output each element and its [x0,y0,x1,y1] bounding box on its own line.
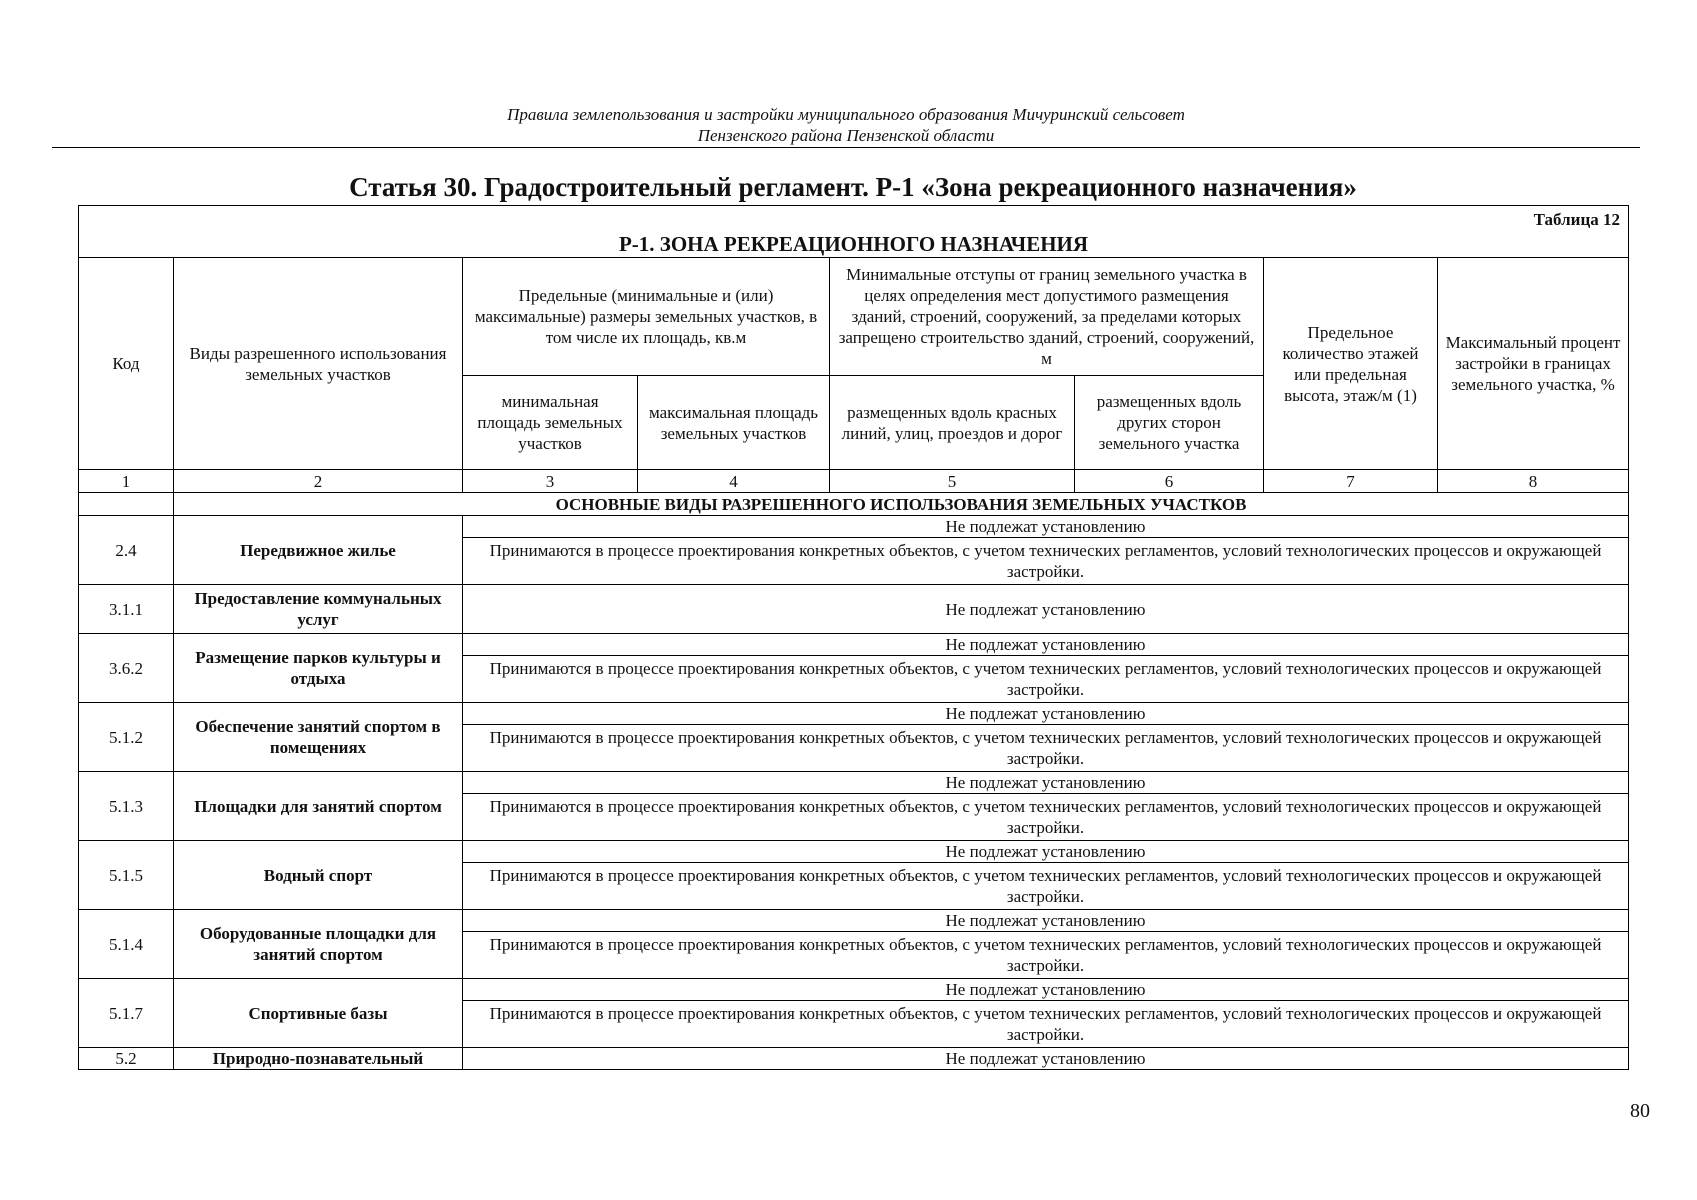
col-header-max-area: максимальная площадь земельных участков [638,376,830,470]
table-caption [79,206,1629,258]
table-row [79,1048,1629,1070]
header-divider [52,147,1640,148]
row-params-line1: Не подлежат установлению [463,1048,1629,1070]
row-use-name: Оборудованные площадки для занятий спортом [174,910,463,979]
row-code: 5.1.3 [79,772,174,841]
table-row [79,979,1629,1001]
row-use-name: Площадки для занятий спортом [174,772,463,841]
row-params-line1: Не подлежат установлению [463,841,1629,863]
article-title: Статья 30. Градостроительный регламент. Р-1 «Зона рекреационного назначения» [349,172,1357,202]
column-number: 8 [1438,470,1629,493]
table-row [79,910,1629,932]
col-header-setback-other: размещенных вдоль других сторон земельного участка [1075,376,1264,470]
row-use-name: Природно-познавательный [174,1048,463,1070]
column-number-row [79,470,1629,493]
row-use-name: Передвижное жилье [174,516,463,585]
section-row [79,493,1629,516]
row-params-line1: Не подлежат установлению [463,772,1629,794]
row-params-line2: Принимаются в процессе проектирования конкретных объектов, с учетом технических регламентов, условий технологических процессов и окружающей застройки. [463,863,1629,910]
column-number: 5 [830,470,1075,493]
col-header-size-group: Предельные (минимальные и (или) максимальные) размеры земельных участков, в том числе их площадь, кв.м [463,258,830,376]
row-code: 3.1.1 [79,585,174,634]
row-code: 5.1.2 [79,703,174,772]
table-number: Таблица 12 [1533,210,1620,229]
col-header-use: Виды разрешенного использования земельных участков [174,258,463,470]
table-row [79,703,1629,725]
col-header-min-area: минимальная площадь земельных участков [463,376,638,470]
col-header-floors: Предельное количество этажей или предельная высота, этаж/м (1) [1264,258,1438,470]
row-params-line1: Не подлежат установлению [463,910,1629,932]
col-header-coverage: Максимальный процент застройки в границах земельного участка, % [1438,258,1629,470]
table-row [79,516,1629,538]
row-code: 5.1.5 [79,841,174,910]
row-params-line2: Принимаются в процессе проектирования конкретных объектов, с учетом технических регламентов, условий технологических процессов и окружающей застройки. [463,725,1629,772]
section-title: ОСНОВНЫЕ ВИДЫ РАЗРЕШЕННОГО ИСПОЛЬЗОВАНИЯ ЗЕМЕЛЬНЫХ УЧАСТКОВ [174,493,1629,516]
header-line-1: Правила землепользования и застройки муниципального образования Мичуринский сельсовет [507,105,1185,124]
column-number: 4 [638,470,830,493]
regulation-table [78,205,1629,1070]
row-code: 3.6.2 [79,634,174,703]
page-number: 80 [1630,1100,1650,1122]
row-params-line1: Не подлежат установлению [463,979,1629,1001]
col-header-setback-red: размещенных вдоль красных линий, улиц, проездов и дорог [830,376,1075,470]
column-number: 1 [79,470,174,493]
row-code: 5.1.7 [79,979,174,1048]
row-use-name: Предоставление коммунальных услуг [174,585,463,634]
row-code: 2.4 [79,516,174,585]
column-number: 2 [174,470,463,493]
row-use-name: Размещение парков культуры и отдыха [174,634,463,703]
row-params-line2: Принимаются в процессе проектирования конкретных объектов, с учетом технических регламентов, условий технологических процессов и окружающей застройки. [463,656,1629,703]
column-number: 3 [463,470,638,493]
row-params-line2: Принимаются в процессе проектирования конкретных объектов, с учетом технических регламентов, условий технологических процессов и окружающей застройки. [463,932,1629,979]
row-code: 5.2 [79,1048,174,1070]
table-row [79,634,1629,656]
header-line-2: Пензенского района Пензенской области [697,126,995,145]
row-params-line1: Не подлежат установлению [463,585,1629,634]
row-use-name: Спортивные базы [174,979,463,1048]
table-row [79,772,1629,794]
row-params-line2: Принимаются в процессе проектирования конкретных объектов, с учетом технических регламентов, условий технологических процессов и окружающей застройки. [463,1001,1629,1048]
row-params-line1: Не подлежат установлению [463,634,1629,656]
row-code: 5.1.4 [79,910,174,979]
table-row [79,841,1629,863]
row-use-name: Обеспечение занятий спортом в помещениях [174,703,463,772]
row-params-line2: Принимаются в процессе проектирования конкретных объектов, с учетом технических регламентов, условий технологических процессов и окружающей застройки. [463,538,1629,585]
row-use-name: Водный спорт [174,841,463,910]
running-header [52,104,1640,146]
col-header-code: Код [79,258,174,470]
section-code-empty [79,493,174,516]
column-number: 6 [1075,470,1264,493]
row-params-line1: Не подлежат установлению [463,703,1629,725]
table-row [79,585,1629,634]
row-params-line1: Не подлежат установлению [463,516,1629,538]
column-number: 7 [1264,470,1438,493]
table-name: Р-1. ЗОНА РЕКРЕАЦИОННОГО НАЗНАЧЕНИЯ [618,232,1089,256]
row-params-line2: Принимаются в процессе проектирования конкретных объектов, с учетом технических регламентов, условий технологических процессов и окружающей застройки. [463,794,1629,841]
col-header-setback-group: Минимальные отступы от границ земельного участка в целях определения мест допустимого размещения зданий, строений, сооружений, за пределами которых запрещено строительство зданий, строений, сооружений, м [830,258,1264,376]
